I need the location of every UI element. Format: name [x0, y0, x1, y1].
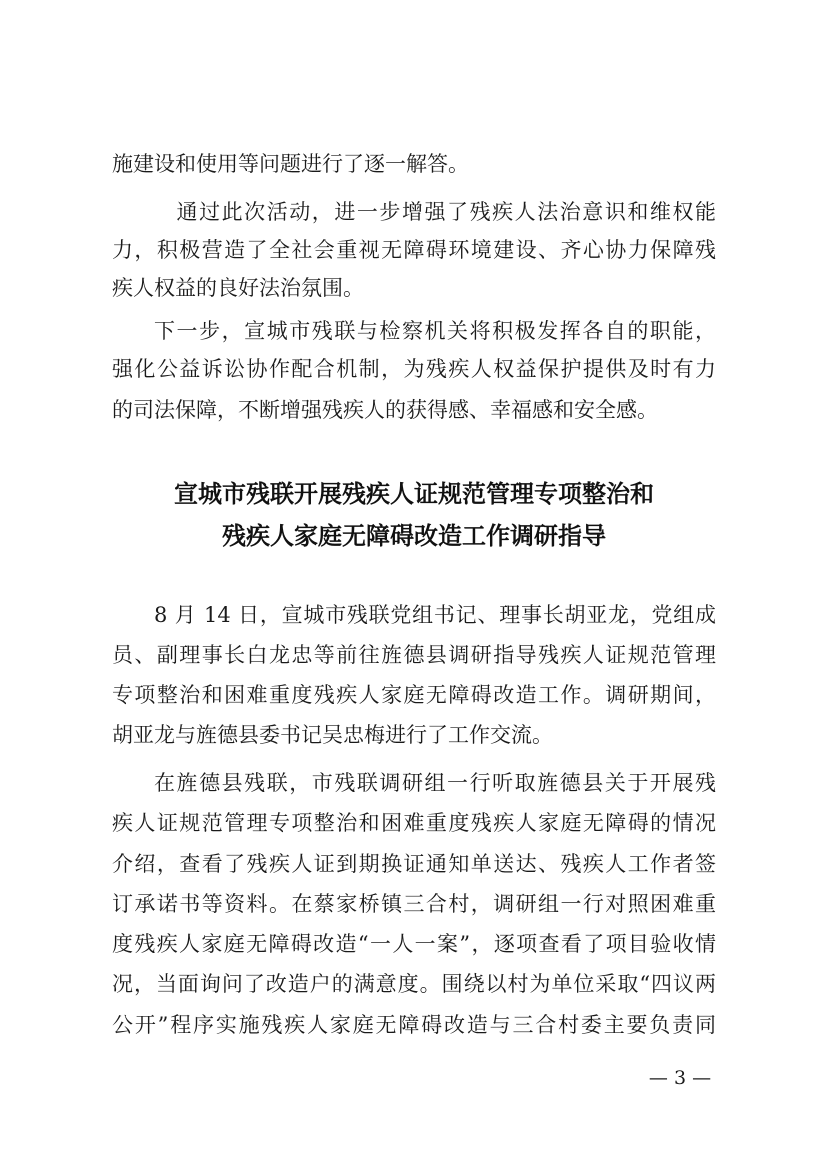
paragraph-line: 员、副理事长白龙忠等前往旌德县调研指导残疾人证规范管理 — [112, 643, 716, 667]
paragraph-line: 订承诺书等资料。在蔡家桥镇三合村，调研组一行对照困难重 — [112, 892, 716, 916]
paragraph-continuation-line: 施建设和使用等问题进行了逐一解答。 — [112, 152, 469, 176]
paragraph-line: 度残疾人家庭无障碍改造“一人一案”，逐项查看了项目验收情 — [112, 932, 716, 956]
paragraph-line: 在旌德县残联，市残联调研组一行听取旌德县关于开展残 — [154, 771, 716, 795]
paragraph-line: 下一步，宣城市残联与检察机关将积极发挥各自的职能， — [154, 319, 716, 343]
paragraph-line: 胡亚龙与旌德县委书记吴忠梅进行了工作交流。 — [112, 723, 553, 747]
paragraph-line: 8 月 14 日，宣城市残联党组书记、理事长胡亚龙，党组成 — [154, 603, 716, 627]
paragraph-line: 况，当面询问了改造户的满意度。围绕以村为单位采取“四议两 — [112, 972, 716, 996]
paragraph-line: 疾人权益的良好法治氛围。 — [112, 276, 364, 300]
paragraph-line: 公开”程序实施残疾人家庭无障碍改造与三合村委主要负责同 — [112, 1013, 716, 1037]
paragraph-line: 的司法保障，不断增强残疾人的获得感、幸福感和安全感。 — [112, 398, 658, 422]
paragraph-line: 疾人证规范管理专项整治和困难重度残疾人家庭无障碍的情况 — [112, 811, 716, 835]
paragraph-line: 力，积极营造了全社会重视无障碍环境建设、齐心协力保障残 — [112, 238, 716, 262]
paragraph-line: 强化公益诉讼协作配合机制，为残疾人权益保护提供及时有力 — [112, 357, 716, 381]
paragraph-line: 专项整治和困难重度残疾人家庭无障碍改造工作。调研期间， — [112, 683, 716, 707]
article-title-line-1: 宣城市残联开展残疾人证规范管理专项整治和 — [174, 479, 654, 508]
article-title-line-2: 残疾人家庭无障碍改造工作调研指导 — [222, 521, 606, 550]
page-number: — 3 — — [648, 1067, 712, 1089]
paragraph-line: 介绍，查看了残疾人证到期换证通知单送达、残疾人工作者签 — [112, 852, 716, 876]
paragraph-line: 通过此次活动，进一步增强了残疾人法治意识和维权能 — [154, 200, 716, 224]
